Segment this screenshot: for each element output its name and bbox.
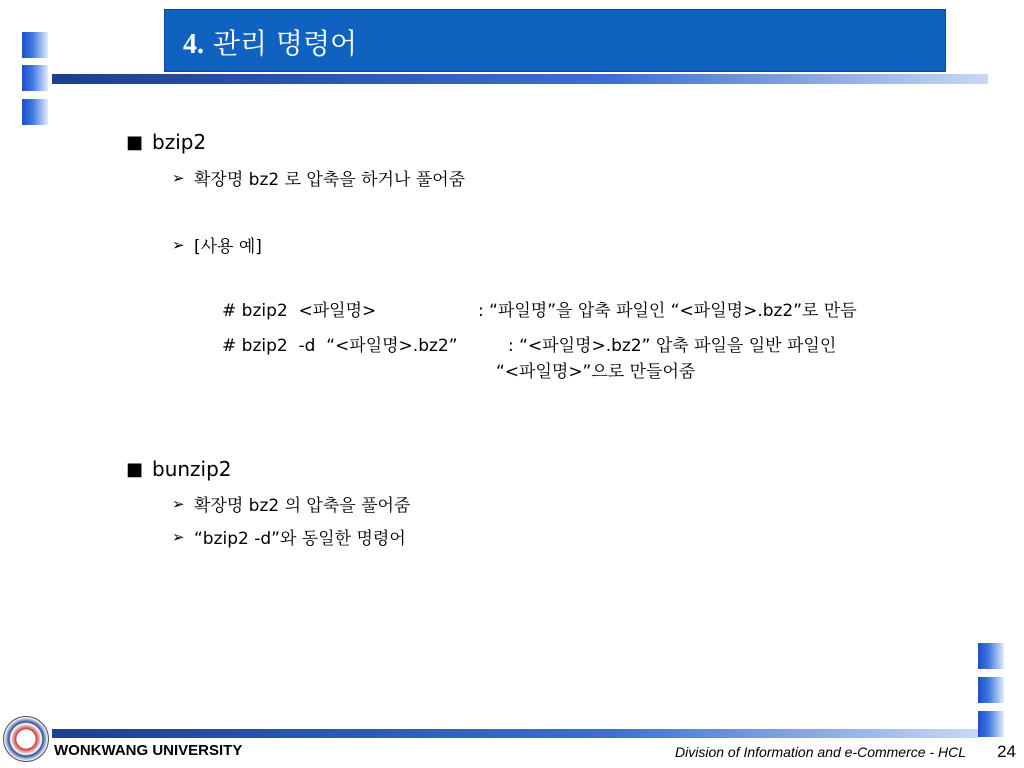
example-command: # bzip2 <파일명>	[222, 301, 377, 321]
title-banner	[164, 9, 946, 72]
decor-square-top-2	[22, 65, 48, 91]
decor-square-top-3	[22, 99, 48, 125]
list-item-text: “bzip2 -d”와 동일한 명령어	[194, 529, 406, 549]
arrow-bullet-icon: ➢	[172, 235, 185, 254]
list-item-text: 확장명 bz2 의 압축을 풀어줌	[194, 496, 411, 516]
section-label: bzip2	[152, 130, 207, 154]
arrow-bullet-icon: ➢	[172, 494, 185, 513]
page-title	[183, 22, 357, 62]
list-item	[172, 524, 406, 549]
square-bullet-icon: ■	[126, 131, 144, 153]
page-number: 24	[997, 742, 1016, 761]
square-bullet-icon: ■	[126, 458, 144, 480]
title-text: 관리 명령어	[212, 27, 358, 60]
title-number: 4.	[183, 29, 204, 60]
example-command: # bzip2 -d “<파일명>.bz2”	[222, 336, 458, 356]
list-item-text: [사용 예]	[194, 237, 262, 257]
section-label: bunzip2	[152, 457, 232, 481]
arrow-bullet-icon: ➢	[172, 168, 185, 187]
list-item	[172, 232, 262, 257]
list-item-text: 확장명 bz2 로 압축을 하거나 풀어줌	[194, 170, 466, 190]
university-name: WONKWANG UNIVERSITY	[54, 742, 243, 759]
list-item	[172, 491, 410, 516]
example-description: : “파일명”을 압축 파일인 “<파일명>.bz2”로 만듬	[478, 301, 857, 321]
bottom-rule	[52, 729, 978, 738]
top-rule	[52, 74, 988, 84]
section-bzip2	[126, 130, 206, 154]
decor-square-top-1	[22, 32, 48, 58]
decor-square-bottom-1	[978, 643, 1004, 669]
footer-department: Division of Information and e-Commerce - HCL	[675, 744, 966, 760]
list-item	[172, 165, 465, 190]
example-description-continuation: “<파일명>”으로 만들어줌	[496, 362, 696, 382]
decor-square-bottom-3	[978, 711, 1004, 737]
example-description: : “<파일명>.bz2” 압축 파일을 일반 파일인	[508, 336, 837, 356]
section-bunzip2	[126, 457, 232, 481]
arrow-bullet-icon: ➢	[172, 527, 185, 546]
university-seal-icon	[3, 716, 49, 762]
decor-square-bottom-2	[978, 677, 1004, 703]
